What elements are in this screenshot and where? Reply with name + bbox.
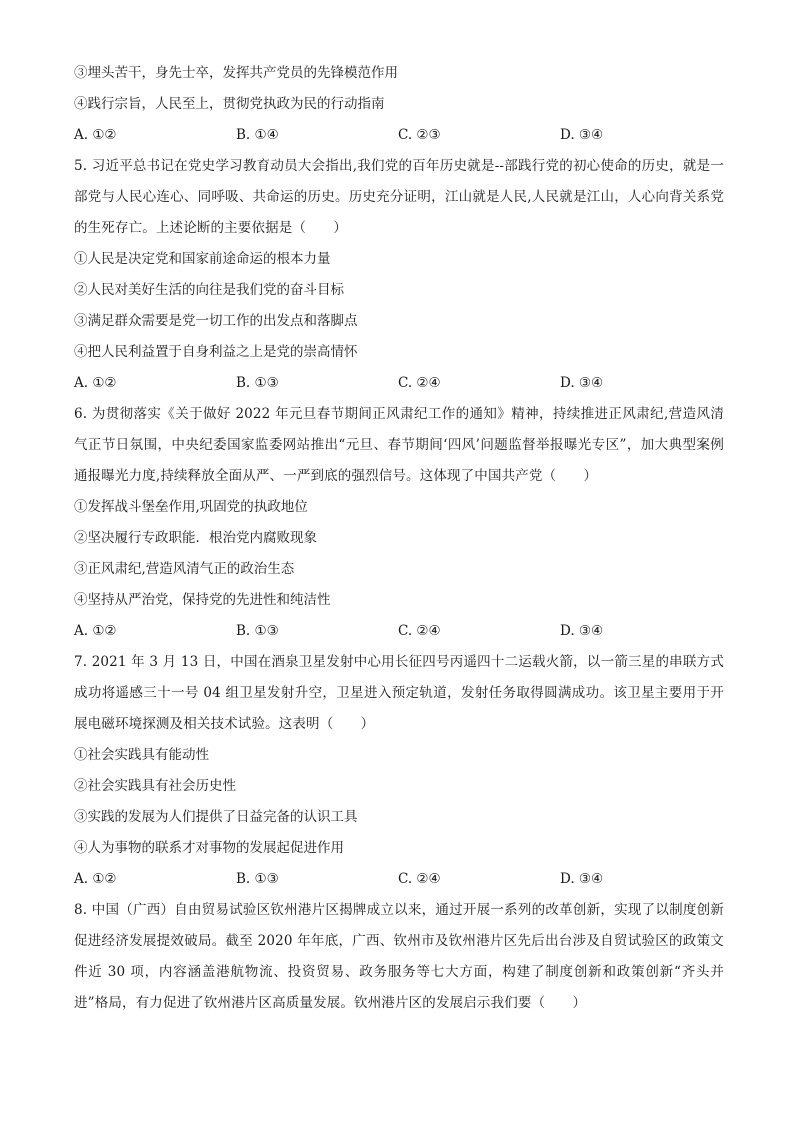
- question-stem: 8. 中国（广西）自由贸易试验区钦州港片区揭牌成立以来，通过开展一系列的改革创新，实现了以制度创新促进经济发展提效破局。截至 2020 年年底，广西、钦州市及钦州港片区先后出台涉及自贸试验区的政策文件近 30 项，内容涵盖港航物流、投资贸易、政务服务等七大方面，构建了制度创新和政策创新“齐头并进”格局，有力促进了钦州港片区高质量发展。钦州港片区的发展启示我们要（ ）: [74, 902, 724, 1011]
- answer-item: ③实践的发展为人们提供了日益完备的认识工具: [74, 809, 358, 825]
- answer-item: ①人民是决定党和国家前途命运的根本力量: [74, 251, 331, 267]
- option-d: D. ③④: [560, 623, 604, 639]
- intro-block: [74, 58, 724, 151]
- option-a: A. ①②: [74, 375, 117, 391]
- option-d: D. ③④: [560, 127, 604, 143]
- options-row: [74, 120, 724, 151]
- option-b: B. ①③: [236, 375, 279, 391]
- option-c: C. ②④: [398, 375, 441, 391]
- option-d: D. ③④: [560, 871, 604, 887]
- question-5: [74, 151, 724, 399]
- answer-item: ④践行宗旨，人民至上，贯彻党执政为民的行动指南: [74, 96, 385, 112]
- option-b: B. ①④: [236, 127, 279, 143]
- answer-item: ③满足群众需要是党一切工作的出发点和落脚点: [74, 313, 358, 329]
- question-stem: 6. 为贯彻落实《关于做好 2022 年元旦春节期间正风肃纪工作的通知》精神，持续推进正风肃纪,营造风清气正节日氛围，中央纪委国家监委网站推出“元旦、春节期间‘四风’问题监督举报曝光专区”，加大典型案例通报曝光力度,持续释放全面从严、一严到底的强烈信号。这体现了中国共产党（ ）: [74, 406, 724, 484]
- answer-item: ③埋头苦干，身先士卒，发挥共产党员的先锋模范作用: [74, 65, 398, 81]
- answer-item: ②坚决履行专政职能．根治党内腐败现象: [74, 530, 317, 546]
- question-8: [74, 895, 724, 1019]
- option-c: C. ②④: [398, 871, 441, 887]
- option-b: B. ①③: [236, 623, 279, 639]
- options-row: [74, 616, 724, 647]
- option-c: C. ②③: [398, 127, 441, 143]
- answer-item: ④把人民利益置于自身利益之上是党的崇高情怀: [74, 344, 358, 360]
- option-b: B. ①③: [236, 871, 279, 887]
- document-page: [74, 58, 724, 1019]
- answer-item: ②社会实践具有社会历史性: [74, 778, 236, 794]
- options-row: [74, 368, 724, 399]
- answer-item: ①发挥战斗堡垒作用,巩固党的执政地位: [74, 499, 308, 515]
- option-a: A. ①②: [74, 127, 117, 143]
- option-a: A. ①②: [74, 871, 117, 887]
- option-d: D. ③④: [560, 375, 604, 391]
- answer-item: ①社会实践具有能动性: [74, 747, 209, 763]
- question-stem: 5. 习近平总书记在党史学习教育动员大会指出,我们党的百年历史就是--部践行党的初心使命的历史，就是一部党与人民心连心、同呼吸、共命运的历史。历史充分证明，江山就是人民,人民就是江山，人心向背关系党的生死存亡。上述论断的主要依据是（ ）: [74, 158, 724, 236]
- option-a: A. ①②: [74, 623, 117, 639]
- question-7: [74, 647, 724, 895]
- options-row: [74, 864, 724, 895]
- question-6: [74, 399, 724, 647]
- answer-item: ④人为事物的联系才对事物的发展起促进作用: [74, 840, 344, 856]
- answer-item: ③正风肃纪,营造风清气正的政治生态: [74, 561, 295, 577]
- question-stem: 7. 2021 年 3 月 13 日，中国在酒泉卫星发射中心用长征四号丙遥四十二运载火箭，以一箭三星的串联方式成功将遥感三十一号 04 组卫星发射升空，卫星进入预定轨道，发射任务取得圆满成功。该卫星主要用于开展电磁环境探测及相关技术试验。这表明（ ）: [74, 654, 724, 732]
- answer-item: ④坚持从严治党，保持党的先进性和纯洁性: [74, 592, 331, 608]
- option-c: C. ②④: [398, 623, 441, 639]
- answer-item: ②人民对美好生活的向往是我们党的奋斗目标: [74, 282, 344, 298]
